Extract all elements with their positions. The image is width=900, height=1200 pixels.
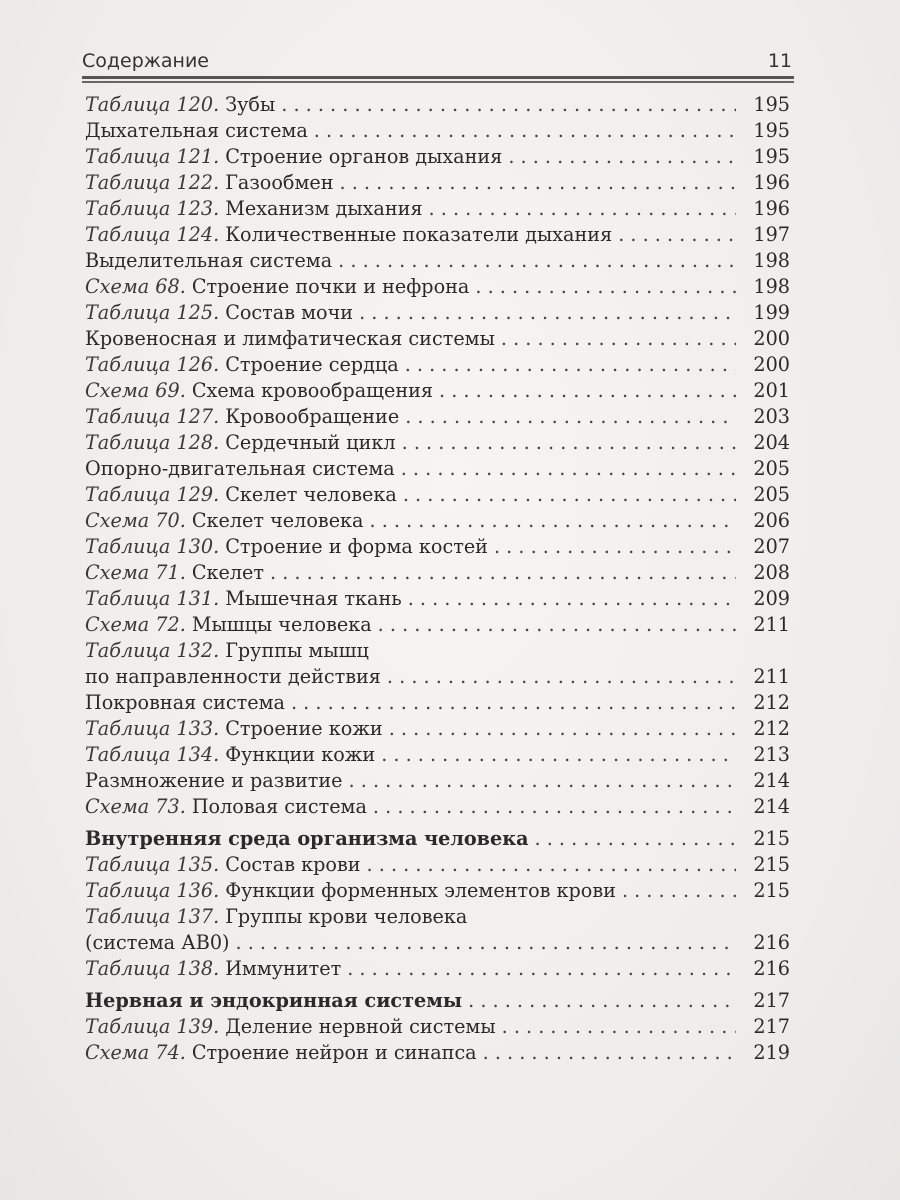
entry-label: Таблица 137. <box>85 905 220 928</box>
dot-leader <box>281 92 736 118</box>
entry-page-number: 195 <box>753 93 790 116</box>
toc-entry[interactable] <box>85 742 790 768</box>
dot-leader <box>439 378 736 404</box>
entry-title: Механизм дыхания <box>225 197 423 220</box>
entry-page-number: 200 <box>753 353 790 376</box>
toc-entry[interactable] <box>85 430 790 456</box>
toc-entry[interactable] <box>85 482 790 508</box>
entry-title: Строение нейрон и синапса <box>191 1041 477 1064</box>
toc-entry[interactable] <box>85 852 790 878</box>
entry-label: Таблица 124. <box>85 223 220 246</box>
entry-page-number: 204 <box>753 431 790 454</box>
toc-entry[interactable] <box>85 560 790 586</box>
entry-title: Строение и форма костей <box>225 535 488 558</box>
entry-title: Мышцы человека <box>191 613 372 636</box>
dot-leader <box>340 170 736 196</box>
dot-leader <box>401 456 736 482</box>
dot-leader <box>622 878 736 904</box>
entry-page-number: 208 <box>753 561 790 584</box>
entry-title: Зубы <box>225 93 276 116</box>
dot-leader <box>389 716 736 742</box>
header-rule <box>82 76 794 79</box>
entry-title: Размножение и развитие <box>85 769 343 792</box>
entry-title: по направленности действия <box>85 665 381 688</box>
entry-page-number: 215 <box>753 853 790 876</box>
entry-page-number: 198 <box>753 275 790 298</box>
entry-title: Состав мочи <box>225 301 354 324</box>
entry-label: Таблица 125. <box>85 301 220 324</box>
toc-entry[interactable] <box>85 988 790 1014</box>
dot-leader <box>405 404 736 430</box>
entry-title: (система АВ0) <box>85 931 230 954</box>
dot-leader <box>314 118 736 144</box>
toc-entry[interactable] <box>85 92 790 118</box>
dot-leader <box>475 274 736 300</box>
entry-label: Схема 70. <box>85 509 186 532</box>
entry-page-number: 195 <box>753 119 790 142</box>
dot-leader <box>387 664 736 690</box>
entry-title: Группы мышц <box>225 639 369 662</box>
dot-leader <box>405 352 736 378</box>
dot-leader <box>291 690 736 716</box>
toc-entry[interactable] <box>85 768 790 794</box>
toc-entry[interactable] <box>85 274 790 300</box>
entry-page-number: 212 <box>753 717 790 740</box>
entry-title: Функции форменных элементов крови <box>225 879 616 902</box>
entry-label: Схема 71. <box>85 561 186 584</box>
toc-entry[interactable] <box>85 930 790 956</box>
entry-page-number: 213 <box>753 743 790 766</box>
entry-title: Кровообращение <box>225 405 400 428</box>
entry-label: Таблица 134. <box>85 743 220 766</box>
entry-page-number: 215 <box>753 879 790 902</box>
toc-entry[interactable] <box>85 1014 790 1040</box>
toc-entry[interactable] <box>85 794 790 820</box>
dot-leader <box>338 248 736 274</box>
page-number: 11 <box>767 50 792 72</box>
entry-label: Схема 68. <box>85 275 186 298</box>
entry-label: Таблица 127. <box>85 405 220 428</box>
entry-page-number: 214 <box>753 769 790 792</box>
dot-leader <box>494 534 736 560</box>
dot-leader <box>236 930 736 956</box>
entry-title: Опорно-двигательная система <box>85 457 395 480</box>
entry-page-number: 199 <box>753 301 790 324</box>
entry-title: Состав крови <box>225 853 361 876</box>
toc-entry[interactable] <box>85 508 790 534</box>
running-header <box>82 42 792 72</box>
entry-title: Иммунитет <box>225 957 342 980</box>
entry-title: Сердечный цикл <box>225 431 396 454</box>
dot-leader <box>359 300 736 326</box>
entry-title: Деление нервной системы <box>225 1015 496 1038</box>
toc-entry[interactable] <box>85 664 790 690</box>
entry-title: Покровная система <box>85 691 285 714</box>
entry-title: Строение почки и нефрона <box>191 275 470 298</box>
entry-label: Таблица 139. <box>85 1015 220 1038</box>
entry-label: Схема 73. <box>85 795 186 818</box>
toc-entry[interactable] <box>85 612 790 638</box>
entry-label: Таблица 121. <box>85 145 220 168</box>
entry-label: Таблица 132. <box>85 639 220 662</box>
entry-page-number: 198 <box>753 249 790 272</box>
toc-entry[interactable] <box>85 690 790 716</box>
toc-entry[interactable] <box>85 956 790 982</box>
dot-leader <box>468 988 736 1014</box>
entry-title: Группы крови человека <box>225 905 468 928</box>
entry-page-number: 201 <box>753 379 790 402</box>
entry-title: Выделительная система <box>85 249 333 272</box>
toc-entry[interactable] <box>85 326 790 352</box>
dot-leader <box>402 430 736 456</box>
entry-page-number: 211 <box>753 613 790 636</box>
entry-page-number: 203 <box>753 405 790 428</box>
entry-title: Схема кровообращения <box>191 379 434 402</box>
entry-title: Половая система <box>191 795 367 818</box>
dot-leader <box>508 144 736 170</box>
entry-label: Таблица 128. <box>85 431 220 454</box>
dot-leader <box>270 560 736 586</box>
toc-entry[interactable] <box>85 716 790 742</box>
toc-entry[interactable] <box>85 638 790 664</box>
entry-title: Функции кожи <box>225 743 376 766</box>
dot-leader <box>483 1040 736 1066</box>
entry-title: Газообмен <box>225 171 334 194</box>
toc-entry[interactable] <box>85 534 790 560</box>
entry-page-number: 207 <box>753 535 790 558</box>
entry-page-number: 196 <box>753 197 790 220</box>
entry-title: Скелет человека <box>191 509 364 532</box>
entry-label: Таблица 126. <box>85 353 220 376</box>
entry-page-number: 195 <box>753 145 790 168</box>
toc-entry[interactable] <box>85 222 790 248</box>
entry-page-number: 215 <box>753 827 790 850</box>
toc-entry[interactable] <box>85 1040 790 1066</box>
dot-leader <box>381 742 736 768</box>
entry-title: Количественные показатели дыхания <box>225 223 613 246</box>
dot-leader <box>618 222 736 248</box>
entry-title: Дыхательная система <box>85 119 308 142</box>
entry-page-number: 216 <box>753 931 790 954</box>
entry-page-number: 217 <box>753 989 790 1012</box>
entry-label: Таблица 130. <box>85 535 220 558</box>
entry-title: Мышечная ткань <box>225 587 402 610</box>
toc-entry[interactable] <box>85 456 790 482</box>
entry-title: Внутренняя среда организма человека <box>85 827 529 850</box>
entry-page-number: 205 <box>753 483 790 506</box>
entry-page-number: 206 <box>753 509 790 532</box>
entry-title: Строение сердца <box>225 353 399 376</box>
dot-leader <box>502 1014 736 1040</box>
entry-title: Строение кожи <box>225 717 383 740</box>
entry-page-number: 214 <box>753 795 790 818</box>
entry-label: Таблица 131. <box>85 587 220 610</box>
entry-title: Кровеносная и лимфатическая системы <box>85 327 495 350</box>
dot-leader <box>429 196 736 222</box>
entry-page-number: 217 <box>753 1015 790 1038</box>
dot-leader <box>370 508 737 534</box>
toc-entry[interactable] <box>85 904 790 930</box>
entry-page-number: 200 <box>753 327 790 350</box>
toc-entry[interactable] <box>85 144 790 170</box>
entry-label: Таблица 135. <box>85 853 220 876</box>
entry-label: Таблица 129. <box>85 483 220 506</box>
entry-title: Строение органов дыхания <box>225 145 503 168</box>
entry-title: Скелет человека <box>225 483 397 506</box>
toc-entry[interactable] <box>85 826 790 852</box>
toc-entry[interactable] <box>85 170 790 196</box>
toc-entry[interactable] <box>85 378 790 404</box>
entry-title: Нервная и эндокринная системы <box>85 989 463 1012</box>
entry-page-number: 205 <box>753 457 790 480</box>
toc-entry[interactable] <box>85 878 790 904</box>
entry-page-number: 196 <box>753 171 790 194</box>
toc-entry[interactable] <box>85 352 790 378</box>
dot-leader <box>403 482 736 508</box>
entry-label: Таблица 133. <box>85 717 220 740</box>
table-of-contents <box>85 92 790 1066</box>
entry-page-number: 219 <box>753 1041 790 1064</box>
entry-label: Схема 69. <box>85 379 186 402</box>
entry-title: Скелет <box>191 561 265 584</box>
entry-label: Таблица 120. <box>85 93 220 116</box>
entry-page-number: 212 <box>753 691 790 714</box>
dot-leader <box>367 852 736 878</box>
entry-label: Таблица 138. <box>85 957 220 980</box>
entry-label: Схема 74. <box>85 1041 186 1064</box>
toc-entry[interactable] <box>85 118 790 144</box>
dot-leader <box>373 794 736 820</box>
entry-label: Таблица 123. <box>85 197 220 220</box>
entry-page-number: 209 <box>753 587 790 610</box>
entry-label: Схема 72. <box>85 613 186 636</box>
toc-entry[interactable] <box>85 300 790 326</box>
dot-leader <box>378 612 736 638</box>
dot-leader <box>349 768 736 794</box>
dot-leader <box>408 586 736 612</box>
toc-entry[interactable] <box>85 248 790 274</box>
entry-page-number: 211 <box>753 665 790 688</box>
entry-label: Таблица 136. <box>85 879 220 902</box>
entry-label: Таблица 122. <box>85 171 220 194</box>
toc-entry[interactable] <box>85 196 790 222</box>
toc-entry[interactable] <box>85 586 790 612</box>
header-rule-thin <box>82 81 794 83</box>
dot-leader <box>501 326 736 352</box>
entry-page-number: 216 <box>753 957 790 980</box>
dot-leader <box>347 956 736 982</box>
dot-leader <box>535 826 737 852</box>
entry-page-number: 197 <box>753 223 790 246</box>
toc-entry[interactable] <box>85 404 790 430</box>
header-title: Содержание <box>82 50 209 72</box>
